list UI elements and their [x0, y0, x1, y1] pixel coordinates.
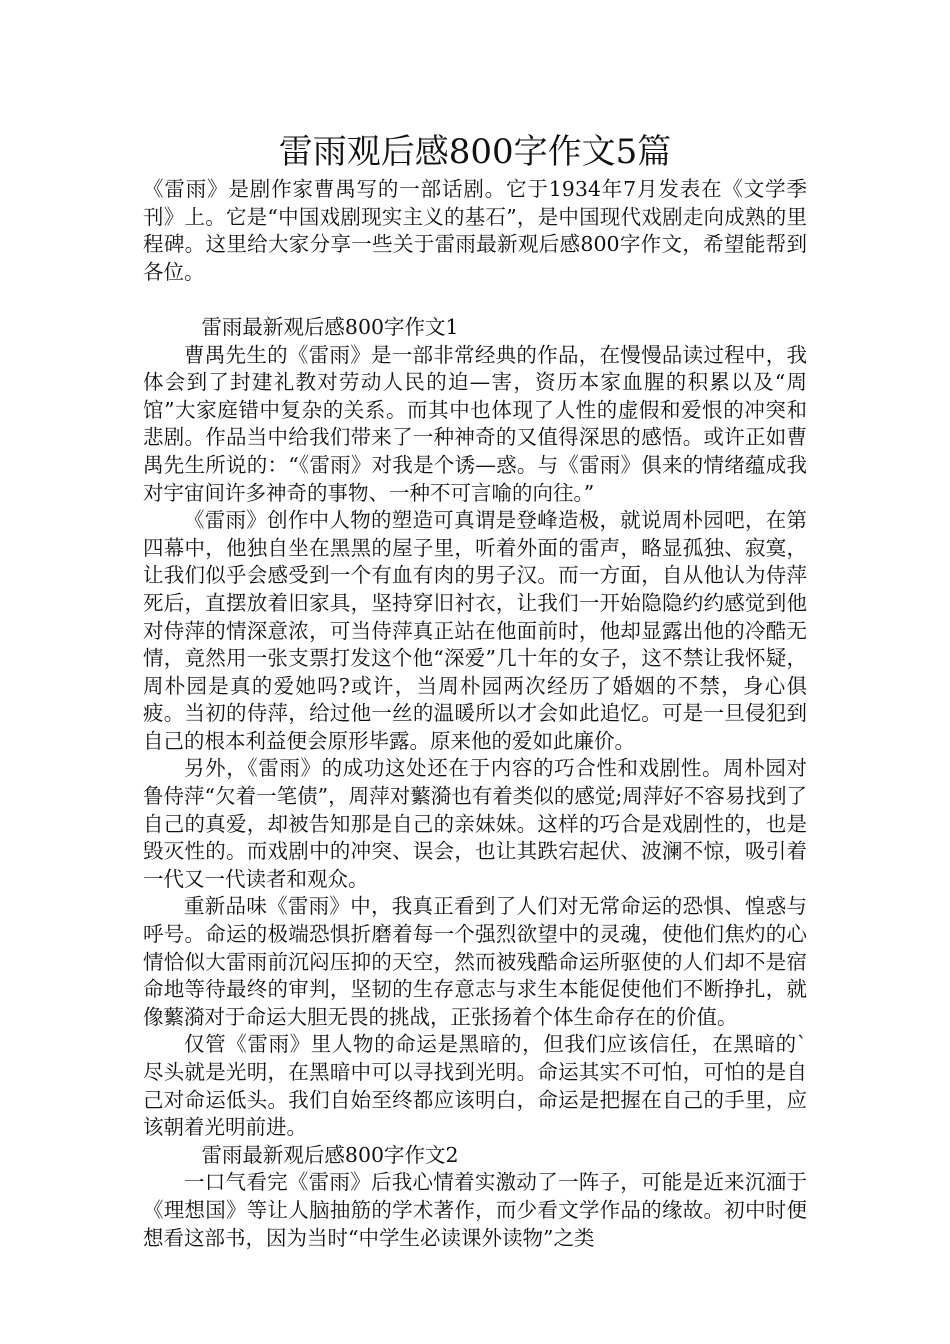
intro-paragraph: 《雷雨》是剧作家曹禺写的一部话剧。它于1934年7月发表在《文学季刊》上。它是“中国戏剧现实主义的基石”，是中国现代戏剧走向成熟的里程碑。这里给大家分享一些关于雷雨最新观后感800字作文，希望能帮到各位。: [143, 177, 807, 284]
body-paragraph: 一口气看完《雷雨》后我心情着实激动了一阵子，可能是近来沉湎于《理想国》等让人脑抽筋的学术著作，而少看文学作品的缘故。初中时便想看这部书，因为当时“中学生必读课外读物”之类: [143, 1170, 807, 1250]
section-heading-1: 雷雨最新观后感800字作文1: [201, 314, 459, 339]
section-heading-2: 雷雨最新观后感800字作文2: [201, 1142, 459, 1167]
document-page: [143, 128, 807, 1252]
body-paragraph: 《雷雨》创作中人物的塑造可真谓是登峰造极，就说周朴园吧，在第四幕中，他独自坐在黑黑的屋子里，听着外面的雷声，略显孤独、寂寞，让我们似乎会感受到一个有血有肉的男子汉。而一方面，自从他认为侍萍死后，直摆放着旧家具，坚持穿旧衬衣，让我们一开始隐隐约约感觉到他对侍萍的情深意浓，可当侍萍真正站在他面前时，他却显露出他的冷酷无情，竟然用一张支票打发这个他“深爱”几十年的女子，这不禁让我怀疑，周朴园是真的爱她吗?或许，当周朴园两次经历了婚姻的不禁，身心俱疲。当初的侍萍，给过他一丝的温暖所以才会如此追忆。可是一旦侵犯到自己的根本利益便会原形毕露。原来他的爱如此廉价。: [143, 508, 807, 753]
body-paragraph: 另外，《雷雨》的成功这处还在于内容的巧合性和戏剧性。周朴园对鲁侍萍“欠着一笔债”，周萍对蘩漪也有着类似的感觉;周萍好不容易找到了自己的真爱，却被告知那是自己的亲妹妹。这样的巧合是戏剧性的，也是毁灭性的。而戏剧中的冲突、误会，也让其跌宕起伏、波澜不惊，吸引着一代又一代读者和观众。: [143, 756, 807, 891]
body-paragraph: 曹禺先生的《雷雨》是一部非常经典的作品，在慢慢品读过程中，我体会到了封建礼教对劳动人民的迫—害，资历本家血腥的积累以及“周馆”大家庭错中复杂的关系。而其中也体现了人性的虚假和爱恨的冲突和悲剧。作品当中给我们带来了一种神奇的又值得深思的感悟。或许正如曹禺先生所说的：“《雷雨》对我是个诱—惑。与《雷雨》俱来的情绪蕴成我对宇宙间许多神奇的事物、一种不可言喻的向往。”: [143, 342, 807, 505]
document-title: 雷雨观后感800字作文5篇: [278, 132, 672, 172]
body-paragraph: 重新品味《雷雨》中，我真正看到了人们对无常命运的恐惧、惶惑与呼号。命运的极端恐惧折磨着每一个强烈欲望中的灵魂，使他们焦灼的心情恰似大雷雨前沉闷压抑的天空，然而被残酷命运所驱使的人们却不是宿命地等待最终的审判，坚韧的生存意志与求生本能促使他们不断挣扎，就像蘩漪对于命运大胆无畏的挑战，正张扬着个体生命存在的价值。: [143, 894, 807, 1029]
body-paragraph: 仅管《雷雨》里人物的命运是黑暗的，但我们应该信任，在黑暗的`尽头就是光明，在黑暗中可以寻找到光明。命运其实不可怕，可怕的是自己对命运低头。我们自始至终都应该明白，命运是把握在自己的手里，应该朝着光明前进。: [143, 1032, 807, 1140]
paragraph-gap: [143, 286, 807, 314]
